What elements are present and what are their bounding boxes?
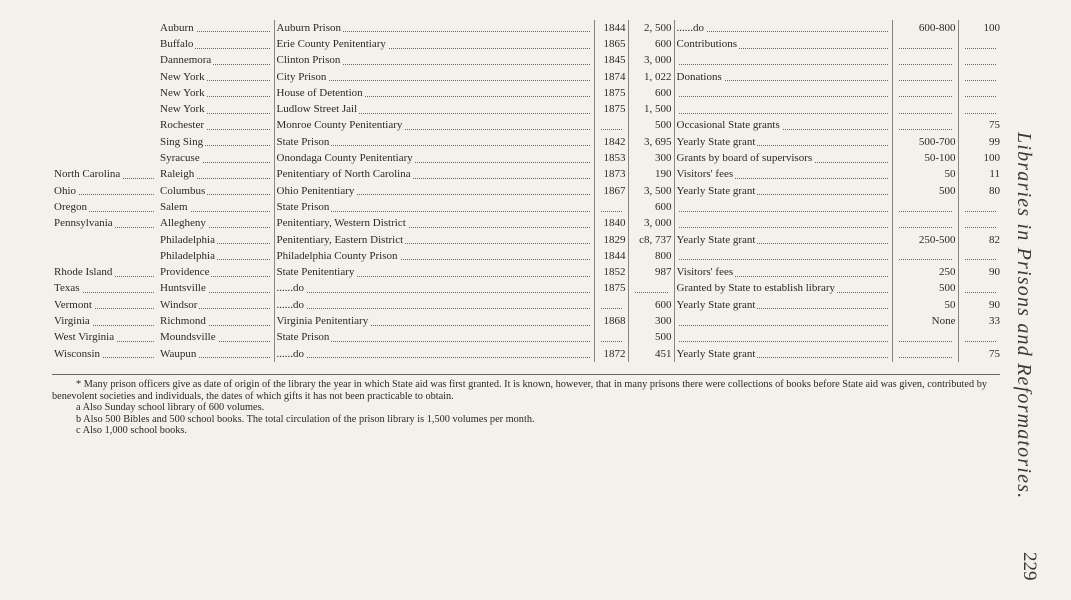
cell-text: Auburn — [160, 21, 194, 34]
cell-text: ......do — [676, 21, 704, 34]
cell-city — [158, 101, 274, 117]
cell-source — [674, 297, 892, 313]
cell-year: 1845 — [594, 53, 628, 69]
cell-city — [158, 53, 274, 69]
table-row — [52, 313, 1002, 329]
cell-city — [158, 150, 274, 166]
footnote-divider — [52, 374, 1000, 375]
cell-state — [52, 20, 158, 36]
cell-state — [52, 69, 158, 85]
cell-annual: 11 — [989, 168, 1000, 181]
cell-institution — [274, 101, 594, 117]
cell-source — [674, 53, 892, 69]
cell-institution — [274, 20, 594, 36]
cell-state — [52, 101, 158, 117]
cell-state — [52, 199, 158, 215]
cell-source — [674, 167, 892, 183]
cell-text: Ludlow Street Jail — [276, 103, 358, 116]
cell-amount: 500-700 — [892, 134, 958, 150]
cell-amount: 600-800 — [892, 20, 958, 36]
cell-volumes: 451 — [628, 346, 674, 362]
cell-text: New York — [160, 70, 205, 83]
table-row — [52, 118, 1002, 134]
cell-year: 1873 — [594, 167, 628, 183]
cell-volumes — [628, 281, 674, 297]
cell-city — [158, 248, 274, 264]
table-row — [52, 101, 1002, 117]
cell-text: Grants by board of supervisors — [676, 152, 813, 165]
cell-year: 1853 — [594, 150, 628, 166]
cell-text: Penitentiary, Eastern District — [276, 233, 404, 246]
cell-annual: 100 — [983, 21, 1000, 34]
cell-text: Richmond — [160, 314, 206, 327]
cell-state — [52, 150, 158, 166]
cell-institution — [274, 297, 594, 313]
cell-state — [52, 167, 158, 183]
table-row — [52, 281, 1002, 297]
cell-text: Virginia Penitentiary — [276, 314, 369, 327]
cell-volumes: 300 — [628, 150, 674, 166]
cell-text: New York — [160, 86, 205, 99]
table-row — [52, 69, 1002, 85]
cell-state — [52, 297, 158, 313]
cell-institution — [274, 264, 594, 280]
cell-source — [674, 150, 892, 166]
cell-text: Ohio — [54, 184, 76, 197]
cell-amount — [892, 53, 958, 69]
cell-year — [594, 297, 628, 313]
cell-year: 1852 — [594, 264, 628, 280]
table-row — [52, 346, 1002, 362]
cell-institution — [274, 199, 594, 215]
cell-amount — [892, 248, 958, 264]
table-row — [52, 232, 1002, 248]
cell-annual: 99 — [989, 135, 1000, 148]
cell-year: 1844 — [594, 20, 628, 36]
cell-text: State Prison — [276, 200, 330, 213]
cell-amount — [892, 330, 958, 346]
cell-year: 1872 — [594, 346, 628, 362]
cell-year — [594, 118, 628, 134]
cell-annual — [958, 101, 1002, 117]
cell-amount: 50 — [892, 297, 958, 313]
footnote-a: a Also Sunday school library of 600 volumes. — [76, 402, 265, 414]
cell-text: Sing Sing — [160, 135, 204, 148]
cell-institution — [274, 232, 594, 248]
table-row — [52, 85, 1002, 101]
cell-volumes: 600 — [628, 85, 674, 101]
table-row — [52, 183, 1002, 199]
cell-annual — [958, 281, 1002, 297]
running-title — [1003, 132, 1043, 500]
cell-text: Wisconsin — [54, 347, 100, 360]
cell-volumes: 600 — [628, 297, 674, 313]
cell-institution — [274, 281, 594, 297]
cell-text — [677, 87, 679, 99]
cell-source — [674, 101, 892, 117]
cell-text: Pennsylvania — [54, 217, 113, 230]
cell-annual: 33 — [989, 314, 1000, 327]
cell-text: Auburn Prison — [276, 21, 341, 34]
cell-city — [158, 118, 274, 134]
cell-text: House of Detention — [276, 86, 363, 99]
cell-amount: 250 — [892, 264, 958, 280]
cell-text: ......do — [276, 347, 304, 360]
cell-year: 1840 — [594, 216, 628, 232]
cell-city — [158, 330, 274, 346]
cell-text: Waupun — [160, 347, 197, 360]
cell-volumes: 600 — [628, 199, 674, 215]
cell-source — [674, 69, 892, 85]
cell-volumes: 3, 500 — [628, 183, 674, 199]
cell-source — [674, 118, 892, 134]
cell-state — [52, 118, 158, 134]
cell-state — [52, 248, 158, 264]
cell-text: Granted by State to establish library — [676, 282, 836, 295]
cell-state — [52, 264, 158, 280]
cell-volumes: 3, 000 — [628, 53, 674, 69]
cell-city — [158, 313, 274, 329]
cell-source — [674, 36, 892, 52]
cell-text: Philadelphia — [160, 249, 215, 262]
table-row — [52, 330, 1002, 346]
cell-amount: None — [892, 313, 958, 329]
cell-annual: 80 — [989, 184, 1000, 197]
cell-text: Oregon — [54, 200, 87, 213]
table-row — [52, 248, 1002, 264]
cell-city — [158, 69, 274, 85]
cell-text: Rochester — [160, 119, 204, 132]
cell-amount: 250-500 — [892, 232, 958, 248]
cell-institution — [274, 69, 594, 85]
cell-text: Donations — [676, 70, 722, 83]
cell-text: Columbus — [160, 184, 206, 197]
cell-amount — [892, 199, 958, 215]
cell-source — [674, 134, 892, 150]
cell-source — [674, 199, 892, 215]
cell-annual: 90 — [989, 298, 1000, 311]
footnotes — [52, 379, 1002, 437]
cell-city — [158, 134, 274, 150]
cell-amount — [892, 69, 958, 85]
cell-annual: 75 — [989, 119, 1000, 132]
cell-text: Dannemora — [160, 54, 212, 67]
table-body — [52, 20, 1002, 362]
cell-city — [158, 281, 274, 297]
cell-volumes: 3, 695 — [628, 134, 674, 150]
cell-state — [52, 183, 158, 199]
cell-volumes: 2, 500 — [628, 20, 674, 36]
cell-text — [677, 250, 679, 262]
cell-text: Penitentiary of North Carolina — [276, 168, 411, 181]
cell-city — [158, 85, 274, 101]
cell-text: Yearly State grant — [676, 347, 756, 360]
cell-volumes: 1, 022 — [628, 69, 674, 85]
cell-text: Yearly State grant — [676, 135, 756, 148]
cell-text: City Prison — [276, 70, 327, 83]
cell-text — [677, 54, 679, 66]
cell-source — [674, 346, 892, 362]
cell-text: State Penitentiary — [276, 266, 355, 279]
cell-volumes: 600 — [628, 36, 674, 52]
cell-source — [674, 183, 892, 199]
cell-text: Yearly State grant — [676, 298, 756, 311]
cell-text: Occasional State grants — [676, 119, 780, 132]
cell-year: 1867 — [594, 183, 628, 199]
table-row — [52, 53, 1002, 69]
cell-text: Moundsville — [160, 331, 216, 344]
cell-text — [677, 331, 679, 343]
cell-annual — [958, 199, 1002, 215]
cell-institution — [274, 183, 594, 199]
cell-amount — [892, 346, 958, 362]
cell-source — [674, 232, 892, 248]
cell-year: 1829 — [594, 232, 628, 248]
cell-annual: 90 — [989, 266, 1000, 279]
cell-text: Syracuse — [160, 152, 200, 165]
cell-year: 1844 — [594, 248, 628, 264]
cell-state — [52, 281, 158, 297]
table-row — [52, 264, 1002, 280]
cell-year: 1875 — [594, 281, 628, 297]
running-title-text: Libraries in Prisons and Reformatories. — [1013, 132, 1035, 500]
cell-text: Philadelphia County Prison — [276, 249, 398, 262]
page-number-text: 229 — [1019, 552, 1040, 581]
cell-text: Monroe County Penitentiary — [276, 119, 403, 132]
cell-city — [158, 297, 274, 313]
cell-institution — [274, 85, 594, 101]
cell-text: Yearly State grant — [676, 184, 756, 197]
cell-volumes: 1, 500 — [628, 101, 674, 117]
cell-city — [158, 216, 274, 232]
table-row — [52, 216, 1002, 232]
cell-institution — [274, 313, 594, 329]
cell-institution — [274, 167, 594, 183]
cell-amount — [892, 85, 958, 101]
cell-text: State Prison — [276, 135, 330, 148]
cell-text: North Carolina — [54, 168, 121, 181]
cell-annual — [958, 36, 1002, 52]
cell-text: Providence — [160, 266, 210, 279]
cell-city — [158, 36, 274, 52]
cell-text: Ohio Penitentiary — [276, 184, 355, 197]
cell-amount — [892, 101, 958, 117]
cell-source — [674, 281, 892, 297]
cell-state — [52, 313, 158, 329]
cell-year — [594, 330, 628, 346]
prison-libraries-table — [52, 20, 1002, 362]
cell-text — [677, 315, 679, 327]
cell-city — [158, 232, 274, 248]
cell-year: 1875 — [594, 85, 628, 101]
cell-text: State Prison — [276, 331, 330, 344]
cell-text: Buffalo — [160, 37, 194, 50]
cell-city — [158, 183, 274, 199]
cell-volumes: 987 — [628, 264, 674, 280]
cell-annual — [958, 69, 1002, 85]
cell-institution — [274, 150, 594, 166]
cell-institution — [274, 118, 594, 134]
cell-text: Visitors' fees — [676, 266, 734, 279]
cell-text: ......do — [276, 298, 304, 311]
cell-year: 1875 — [594, 101, 628, 117]
cell-institution — [274, 53, 594, 69]
cell-text: Yearly State grant — [676, 233, 756, 246]
page-number — [1014, 552, 1044, 592]
cell-institution — [274, 346, 594, 362]
cell-year: 1842 — [594, 134, 628, 150]
cell-city — [158, 167, 274, 183]
cell-volumes: 500 — [628, 330, 674, 346]
footnote-b: b Also 500 Bibles and 500 school books. The total circulation of the prison library is 1,500 volumes per month. — [76, 413, 535, 425]
cell-text: Raleigh — [160, 168, 195, 181]
cell-year: 1868 — [594, 313, 628, 329]
cell-annual: 82 — [989, 233, 1000, 246]
cell-state — [52, 36, 158, 52]
cell-institution — [274, 248, 594, 264]
cell-annual — [958, 85, 1002, 101]
table-row — [52, 297, 1002, 313]
cell-source — [674, 85, 892, 101]
cell-amount: 50 — [892, 167, 958, 183]
cell-year: 1874 — [594, 69, 628, 85]
table-row — [52, 199, 1002, 215]
cell-volumes: 3, 000 — [628, 216, 674, 232]
cell-year — [594, 199, 628, 215]
cell-text: ......do — [276, 282, 304, 295]
cell-text: Contributions — [676, 37, 738, 50]
cell-text — [677, 201, 679, 213]
cell-volumes: 190 — [628, 167, 674, 183]
cell-text: Salem — [160, 200, 188, 213]
cell-amount — [892, 118, 958, 134]
cell-text: New York — [160, 103, 205, 116]
cell-source — [674, 216, 892, 232]
cell-text: Philadelphia — [160, 233, 215, 246]
cell-state — [52, 232, 158, 248]
cell-source — [674, 313, 892, 329]
cell-volumes: 800 — [628, 248, 674, 264]
cell-state — [52, 216, 158, 232]
cell-annual — [958, 216, 1002, 232]
cell-annual — [958, 53, 1002, 69]
cell-city — [158, 346, 274, 362]
cell-text: West Virginia — [54, 331, 115, 344]
cell-annual: 100 — [983, 152, 1000, 165]
cell-state — [52, 53, 158, 69]
table-row — [52, 36, 1002, 52]
cell-text: Penitentiary, Western District — [276, 217, 406, 230]
cell-annual — [958, 330, 1002, 346]
cell-state — [52, 85, 158, 101]
table-row — [52, 134, 1002, 150]
cell-institution — [274, 134, 594, 150]
cell-text: Huntsville — [160, 282, 206, 295]
table-row — [52, 167, 1002, 183]
cell-source — [674, 248, 892, 264]
cell-text: Onondaga County Penitentiary — [276, 152, 413, 165]
cell-amount: 500 — [892, 281, 958, 297]
cell-volumes: 500 — [628, 118, 674, 134]
cell-source — [674, 20, 892, 36]
cell-institution — [274, 216, 594, 232]
cell-text — [677, 217, 679, 229]
cell-source — [674, 330, 892, 346]
cell-annual: 75 — [989, 347, 1000, 360]
cell-text: Rhode Island — [54, 266, 113, 279]
cell-text: Visitors' fees — [676, 168, 734, 181]
cell-volumes: c8, 737 — [628, 232, 674, 248]
cell-text: Erie County Penitentiary — [276, 37, 386, 50]
cell-amount: 50-100 — [892, 150, 958, 166]
cell-amount — [892, 36, 958, 52]
table-row — [52, 150, 1002, 166]
cell-state — [52, 330, 158, 346]
cell-text: Windsor — [160, 298, 198, 311]
cell-text: Clinton Prison — [276, 54, 341, 67]
cell-year: 1865 — [594, 36, 628, 52]
cell-amount: 500 — [892, 183, 958, 199]
cell-text: Allegheny — [160, 217, 206, 230]
cell-state — [52, 346, 158, 362]
cell-institution — [274, 36, 594, 52]
cell-state — [52, 134, 158, 150]
cell-institution — [274, 330, 594, 346]
table-row — [52, 20, 1002, 36]
cell-city — [158, 20, 274, 36]
cell-volumes: 300 — [628, 313, 674, 329]
cell-amount — [892, 216, 958, 232]
cell-text: Vermont — [54, 298, 92, 311]
cell-city — [158, 264, 274, 280]
cell-text — [677, 103, 679, 115]
footnote-c: c Also 1,000 school books. — [76, 425, 187, 437]
footnote-star: * Many prison officers give as date of origin of the library the year in which State aid was first granted. It is known, however, that in many prisons there were collections of books before State aid was given, contributed by benevolent societies and individuals, the dates of which gifts it has not been practicable to obtain. — [52, 379, 987, 402]
cell-text: Texas — [54, 282, 80, 295]
cell-city — [158, 199, 274, 215]
cell-source — [674, 264, 892, 280]
cell-annual — [958, 248, 1002, 264]
cell-text: Virginia — [54, 314, 90, 327]
